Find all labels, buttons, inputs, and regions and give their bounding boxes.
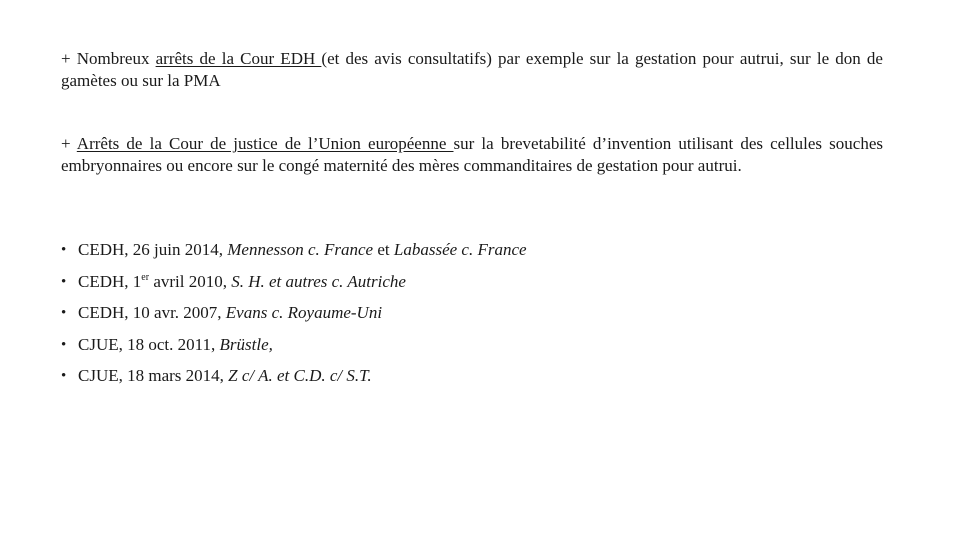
- bullet-icon: •: [61, 242, 67, 258]
- case-item: [61, 363, 527, 395]
- case-joiner: et: [373, 240, 394, 259]
- case-item: [61, 332, 527, 364]
- case-court-date: CEDH, 10 avr. 2007,: [78, 303, 226, 322]
- paragraph-prefix: +: [61, 134, 77, 153]
- case-court-date: avril 2010,: [149, 271, 232, 291]
- case-name: Mennesson c. France: [227, 240, 374, 259]
- bullet-icon: •: [61, 305, 67, 321]
- case-name: Evans c. Royaume-Uni: [225, 303, 383, 322]
- bullet-icon: •: [61, 368, 67, 384]
- case-name: S. H. et autres c. Autriche: [231, 271, 406, 291]
- case-item: [61, 237, 527, 269]
- case-item: [61, 300, 527, 332]
- case-name: Labassée c. France: [393, 240, 527, 259]
- paragraph-cjue-rulings: [61, 133, 883, 177]
- case-court-date: CEDH, 26 juin 2014,: [78, 240, 228, 259]
- case-court-date: CJUE, 18 oct. 2011,: [78, 334, 220, 354]
- bullet-icon: •: [61, 336, 67, 353]
- paragraph-text: sur la brevetabilité d’invention utilisant des cellules souches embryonnaires ou encore sur le congé maternité des mères commanditaires de gestation pour autrui.: [61, 134, 884, 175]
- case-item: [61, 269, 527, 301]
- cjue-rulings-underlined: Arrêts de la Cour de justice de l’Union européenne: [76, 134, 454, 153]
- paragraph-text: (et des avis consultatifs) par exemple sur la gestation pour autrui, sur le don de gamètes ou sur la PMA: [61, 49, 883, 90]
- case-name: Brüstle,: [219, 334, 273, 354]
- cedh-rulings-underlined: arrêts de la Cour EDH: [155, 49, 322, 68]
- case-list: [61, 237, 527, 395]
- case-court-date: CEDH, 1: [78, 271, 142, 291]
- ordinal-suffix: er: [141, 271, 150, 283]
- case-court-date: CJUE, 18 mars 2014,: [78, 366, 229, 385]
- bullet-icon: •: [61, 273, 67, 290]
- paragraph-prefix: + Nombreux: [61, 49, 156, 68]
- paragraph-cedh-rulings: [61, 48, 883, 92]
- case-name: Z c/ A. et C.D. c/ S.T.: [228, 366, 372, 385]
